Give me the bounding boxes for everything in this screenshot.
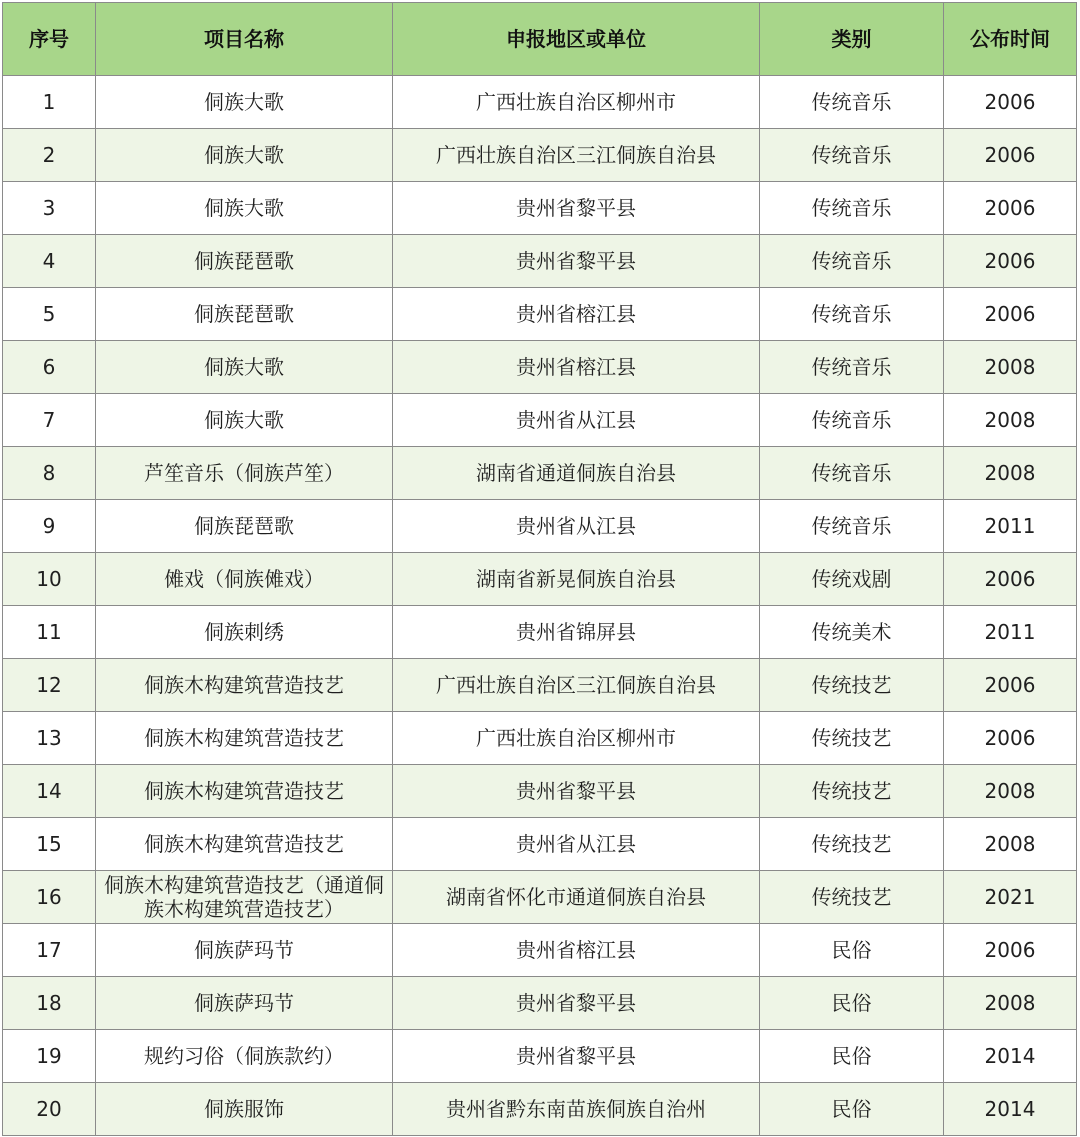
cell-project-name: 侗族木构建筑营造技艺 [96, 818, 393, 871]
cell-year: 2021 [944, 871, 1077, 924]
cell-index: 13 [3, 712, 96, 765]
cell-region: 贵州省黎平县 [393, 1030, 760, 1083]
cell-category: 传统技艺 [760, 871, 944, 924]
header-row [3, 3, 1077, 76]
cell-index: 8 [3, 447, 96, 500]
table-row [3, 288, 1077, 341]
cell-region: 贵州省从江县 [393, 818, 760, 871]
cell-year: 2008 [944, 765, 1077, 818]
cell-region: 贵州省从江县 [393, 500, 760, 553]
cell-index: 2 [3, 129, 96, 182]
table-row [3, 447, 1077, 500]
table-header [3, 3, 1077, 76]
cell-year: 2006 [944, 235, 1077, 288]
cell-region: 贵州省黎平县 [393, 182, 760, 235]
table-row [3, 765, 1077, 818]
cell-region: 广西壮族自治区柳州市 [393, 712, 760, 765]
cell-category: 传统戏剧 [760, 553, 944, 606]
cell-project-name: 规约习俗（侗族款约） [96, 1030, 393, 1083]
cell-project-name: 侗族大歌 [96, 76, 393, 129]
cell-year: 2014 [944, 1030, 1077, 1083]
cell-index: 1 [3, 76, 96, 129]
cell-index: 9 [3, 500, 96, 553]
cell-region: 贵州省黔东南苗族侗族自治州 [393, 1083, 760, 1136]
cell-region: 贵州省榕江县 [393, 288, 760, 341]
cell-year: 2006 [944, 553, 1077, 606]
table-row [3, 394, 1077, 447]
cell-category: 民俗 [760, 924, 944, 977]
table-row [3, 1083, 1077, 1136]
table-row [3, 712, 1077, 765]
cell-category: 民俗 [760, 977, 944, 1030]
cell-project-name: 侗族木构建筑营造技艺 [96, 712, 393, 765]
cell-index: 6 [3, 341, 96, 394]
cell-year: 2006 [944, 712, 1077, 765]
header-category: 类别 [760, 3, 944, 76]
cell-category: 传统音乐 [760, 182, 944, 235]
table-row [3, 977, 1077, 1030]
cell-year: 2006 [944, 924, 1077, 977]
cell-index: 17 [3, 924, 96, 977]
table-row [3, 76, 1077, 129]
cell-region: 广西壮族自治区三江侗族自治县 [393, 129, 760, 182]
cell-year: 2008 [944, 394, 1077, 447]
cell-year: 2006 [944, 182, 1077, 235]
table-row [3, 553, 1077, 606]
cell-year: 2008 [944, 341, 1077, 394]
cell-region: 贵州省锦屏县 [393, 606, 760, 659]
cell-project-name: 侗族萨玛节 [96, 977, 393, 1030]
table-row [3, 1030, 1077, 1083]
cell-category: 传统技艺 [760, 818, 944, 871]
cell-year: 2006 [944, 129, 1077, 182]
cell-project-name: 侗族大歌 [96, 182, 393, 235]
cell-index: 12 [3, 659, 96, 712]
heritage-table-container [2, 2, 1076, 1136]
cell-category: 传统技艺 [760, 712, 944, 765]
cell-project-name: 芦笙音乐（侗族芦笙） [96, 447, 393, 500]
cell-index: 5 [3, 288, 96, 341]
cell-index: 4 [3, 235, 96, 288]
cell-project-name: 侗族大歌 [96, 394, 393, 447]
header-project-name: 项目名称 [96, 3, 393, 76]
heritage-table [2, 2, 1077, 1136]
table-row [3, 182, 1077, 235]
header-index: 序号 [3, 3, 96, 76]
cell-index: 10 [3, 553, 96, 606]
cell-region: 贵州省榕江县 [393, 341, 760, 394]
cell-project-name: 侗族琵琶歌 [96, 235, 393, 288]
table-row [3, 500, 1077, 553]
table-row [3, 818, 1077, 871]
cell-region: 贵州省榕江县 [393, 924, 760, 977]
cell-category: 传统音乐 [760, 76, 944, 129]
cell-region: 广西壮族自治区三江侗族自治县 [393, 659, 760, 712]
cell-region: 贵州省黎平县 [393, 765, 760, 818]
cell-index: 7 [3, 394, 96, 447]
table-body [3, 76, 1077, 1136]
cell-region: 贵州省从江县 [393, 394, 760, 447]
cell-index: 18 [3, 977, 96, 1030]
cell-category: 传统音乐 [760, 394, 944, 447]
cell-category: 传统音乐 [760, 288, 944, 341]
cell-region: 广西壮族自治区柳州市 [393, 76, 760, 129]
cell-project-name: 侗族大歌 [96, 129, 393, 182]
cell-project-name: 傩戏（侗族傩戏） [96, 553, 393, 606]
cell-index: 14 [3, 765, 96, 818]
table-row [3, 606, 1077, 659]
table-row [3, 924, 1077, 977]
cell-year: 2006 [944, 288, 1077, 341]
cell-project-name: 侗族萨玛节 [96, 924, 393, 977]
cell-project-name: 侗族刺绣 [96, 606, 393, 659]
cell-category: 传统音乐 [760, 447, 944, 500]
cell-region: 贵州省黎平县 [393, 235, 760, 288]
cell-category: 传统音乐 [760, 235, 944, 288]
table-row [3, 341, 1077, 394]
cell-category: 传统技艺 [760, 765, 944, 818]
cell-year: 2008 [944, 977, 1077, 1030]
cell-category: 传统音乐 [760, 129, 944, 182]
cell-year: 2008 [944, 447, 1077, 500]
header-year: 公布时间 [944, 3, 1077, 76]
cell-year: 2011 [944, 606, 1077, 659]
cell-project-name: 侗族琵琶歌 [96, 288, 393, 341]
cell-index: 20 [3, 1083, 96, 1136]
cell-category: 传统音乐 [760, 341, 944, 394]
table-row [3, 659, 1077, 712]
cell-index: 11 [3, 606, 96, 659]
cell-year: 2011 [944, 500, 1077, 553]
cell-index: 19 [3, 1030, 96, 1083]
table-row [3, 235, 1077, 288]
cell-category: 传统技艺 [760, 659, 944, 712]
cell-project-name: 侗族服饰 [96, 1083, 393, 1136]
cell-category: 传统音乐 [760, 500, 944, 553]
cell-region: 湖南省怀化市通道侗族自治县 [393, 871, 760, 924]
table-row [3, 871, 1077, 924]
cell-year: 2006 [944, 659, 1077, 712]
cell-year: 2014 [944, 1083, 1077, 1136]
table-row [3, 129, 1077, 182]
cell-project-name: 侗族琵琶歌 [96, 500, 393, 553]
cell-year: 2008 [944, 818, 1077, 871]
cell-project-name: 侗族木构建筑营造技艺 [96, 765, 393, 818]
cell-project-name: 侗族木构建筑营造技艺（通道侗族木构建筑营造技艺） [96, 871, 393, 924]
cell-index: 3 [3, 182, 96, 235]
cell-category: 民俗 [760, 1030, 944, 1083]
header-region: 申报地区或单位 [393, 3, 760, 76]
cell-index: 16 [3, 871, 96, 924]
cell-project-name: 侗族大歌 [96, 341, 393, 394]
cell-category: 传统美术 [760, 606, 944, 659]
cell-category: 民俗 [760, 1083, 944, 1136]
cell-region: 湖南省新晃侗族自治县 [393, 553, 760, 606]
cell-project-name: 侗族木构建筑营造技艺 [96, 659, 393, 712]
cell-year: 2006 [944, 76, 1077, 129]
cell-region: 贵州省黎平县 [393, 977, 760, 1030]
cell-region: 湖南省通道侗族自治县 [393, 447, 760, 500]
cell-index: 15 [3, 818, 96, 871]
